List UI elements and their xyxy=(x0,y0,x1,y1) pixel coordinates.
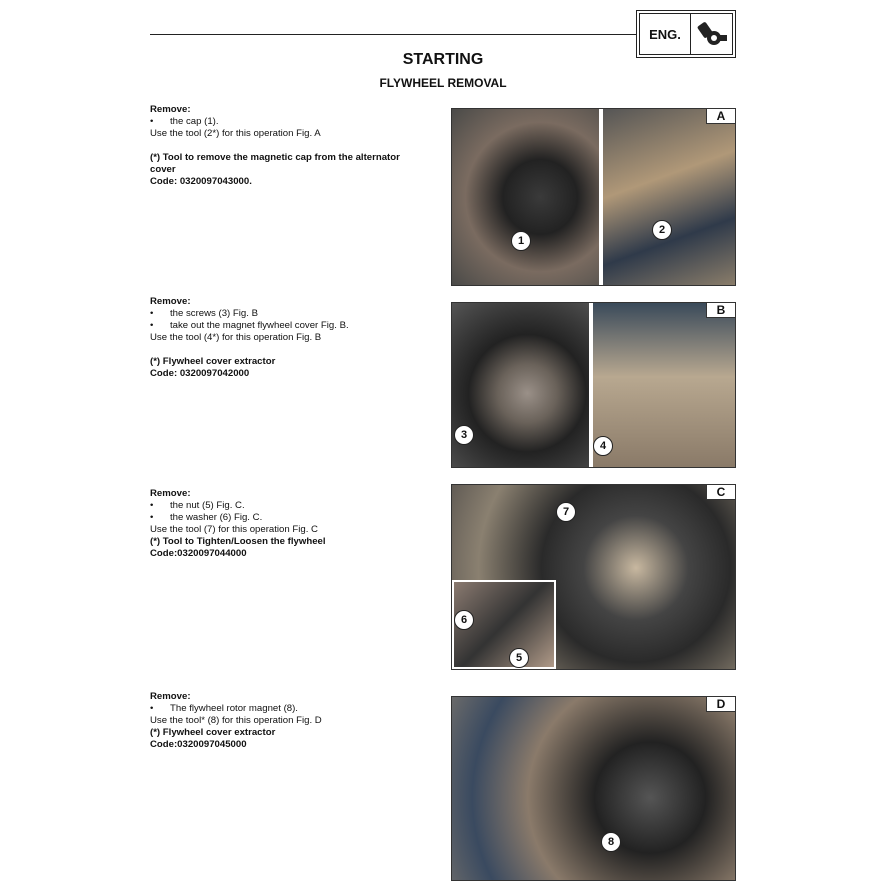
step-d: Remove: • The flywheel rotor magnet (8). Use the tool* (8) for this operation Fig. D (*) Flywheel cover extractor Code:0320097045000 xyxy=(150,691,420,751)
header-rule xyxy=(150,34,636,35)
callout: 6 xyxy=(454,610,474,630)
step-bullet: the screws (3) Fig. B xyxy=(170,308,258,319)
step-heading: Remove: xyxy=(150,691,191,702)
step-tool: (*) Flywheel cover extractor xyxy=(150,727,276,738)
step-use: Use the tool (2*) for this operation Fig. A xyxy=(150,128,321,139)
figure-label: B xyxy=(706,303,735,318)
step-bullet: the nut (5) Fig. C. xyxy=(170,500,245,511)
step-tool: (*) Tool to Tighten/Loosen the flywheel xyxy=(150,536,326,547)
callout: 8 xyxy=(601,832,621,852)
callout: 1 xyxy=(511,231,531,251)
section-label: ENG. xyxy=(640,14,691,54)
step-bullet: The flywheel rotor magnet (8). xyxy=(170,703,298,714)
page-subtitle: FLYWHEEL REMOVAL xyxy=(379,76,507,90)
engine-icon xyxy=(691,14,732,54)
figure-d xyxy=(451,696,736,881)
step-c: Remove: • the nut (5) Fig. C. • the washer (6) Fig. C. Use the tool (7) for this operation Fig. C (*) Tool to Tighten/Loosen the flywheel Code:0320097044000 xyxy=(150,488,420,560)
figure-label: D xyxy=(706,697,735,712)
step-code: Code: 0320097043000. xyxy=(150,176,252,187)
step-heading: Remove: xyxy=(150,488,191,499)
callout: 3 xyxy=(454,425,474,445)
photo-rotor-removal xyxy=(452,697,735,880)
step-use: Use the tool (7) for this operation Fig. C xyxy=(150,524,318,535)
step-use: Use the tool (4*) for this operation Fig. B xyxy=(150,332,322,343)
figure-a xyxy=(451,108,736,286)
step-code: Code:0320097045000 xyxy=(150,739,247,750)
step-tool: (*) Tool to remove the magnetic cap from the alternator cover xyxy=(150,152,400,175)
figure-label: C xyxy=(706,485,735,500)
step-bullet: the washer (6) Fig. C. xyxy=(170,512,263,523)
step-use: Use the tool* (8) for this operation Fig. D xyxy=(150,715,322,726)
step-heading: Remove: xyxy=(150,104,191,115)
callout: 5 xyxy=(509,648,529,668)
step-heading: Remove: xyxy=(150,296,191,307)
step-b: Remove: • the screws (3) Fig. B • take out the magnet flywheel cover Fig. B. Use the tool (4*) for this operation Fig. B (*) Flywheel cover extractor Code: 0320097042000 xyxy=(150,296,420,380)
step-bullet: the cap (1). xyxy=(170,116,219,127)
step-tool: (*) Flywheel cover extractor xyxy=(150,356,276,367)
step-code: Code: 0320097042000 xyxy=(150,368,250,379)
callout: 2 xyxy=(652,220,672,240)
photo-alternator-cap xyxy=(452,109,599,285)
callout: 4 xyxy=(593,436,613,456)
figure-label: A xyxy=(706,109,735,124)
photo-cap-tool xyxy=(600,109,735,285)
step-a: Remove: • the cap (1). Use the tool (2*) for this operation Fig. A (*) Tool to remove the magnetic cap from the alternator cover Code: 0320097043000. xyxy=(150,104,420,188)
callout: 7 xyxy=(556,502,576,522)
photo-flywheel-cover xyxy=(452,303,589,467)
step-code: Code:0320097044000 xyxy=(150,548,247,559)
figure-c xyxy=(451,484,736,670)
figure-b xyxy=(451,302,736,468)
step-bullet: take out the magnet flywheel cover Fig. B. xyxy=(170,320,349,331)
page-title: STARTING xyxy=(402,51,484,68)
